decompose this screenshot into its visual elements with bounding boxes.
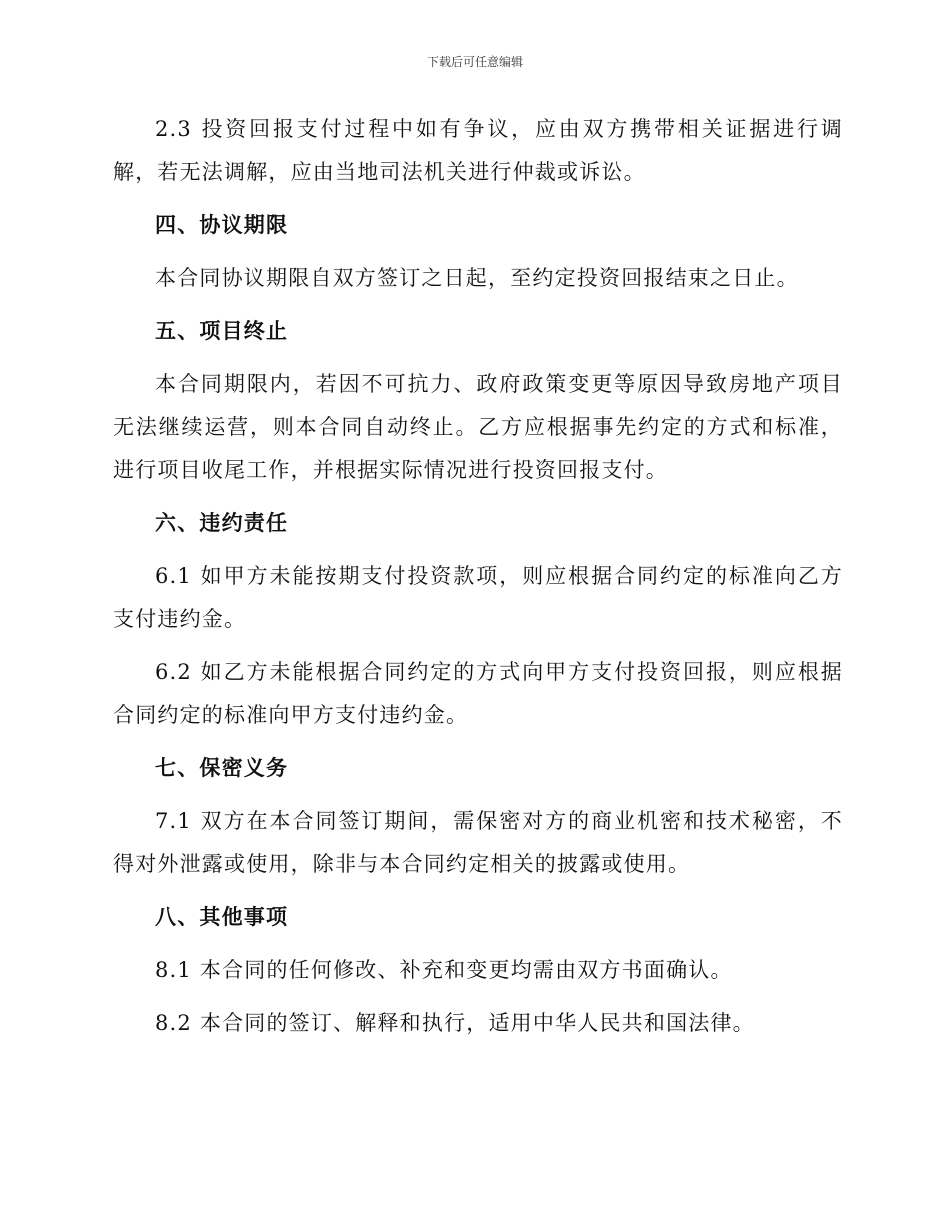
clause-6-2: 6.2 如乙方未能根据合同约定的方式向甲方支付投资回报，则应根据合同约定的标准向甲方支付违约金。 [113, 660, 843, 727]
clause-6-1: 6.1 如甲方未能按期支付投资款项，则应根据合同约定的标准向乙方支付违约金。 [113, 564, 843, 631]
clause-8-2: 8.2 本合同的签订、解释和执行，适用中华人民共和国法律。 [155, 1011, 755, 1035]
section-5-text: 本合同期限内，若因不可抗力、政府政策变更等原因导致房地产项目无法继续运营，则本合同自动终止。乙方应根据事先约定的方式和标准，进行项目收尾工作，并根据实际情况进行投资回报支付。 [113, 372, 843, 482]
section-6-heading: 六、违约责任 [155, 511, 289, 535]
section-7-heading: 七、保密义务 [155, 756, 289, 780]
section-8-heading: 八、其他事项 [155, 905, 289, 929]
document-body [113, 108, 843, 1055]
page-header: 下载后可任意编辑 [426, 55, 523, 69]
clause-7-1: 7.1 双方在本合同签订期间，需保密对方的商业机密和技术秘密，不得对外泄露或使用，除非与本合同约定相关的披露或使用。 [113, 809, 843, 876]
section-4-text: 本合同协议期限自双方签订之日起，至约定投资回报结束之日止。 [155, 266, 799, 290]
section-4-heading: 四、协议期限 [155, 213, 289, 237]
section-5-heading: 五、项目终止 [155, 319, 289, 343]
clause-2-3: 2.3 投资回报支付过程中如有争议，应由双方携带相关证据进行调解，若无法调解，应由当地司法机关进行仲裁或诉讼。 [113, 117, 843, 184]
clause-8-1: 8.1 本合同的任何修改、补充和变更均需由双方书面确认。 [155, 958, 733, 982]
